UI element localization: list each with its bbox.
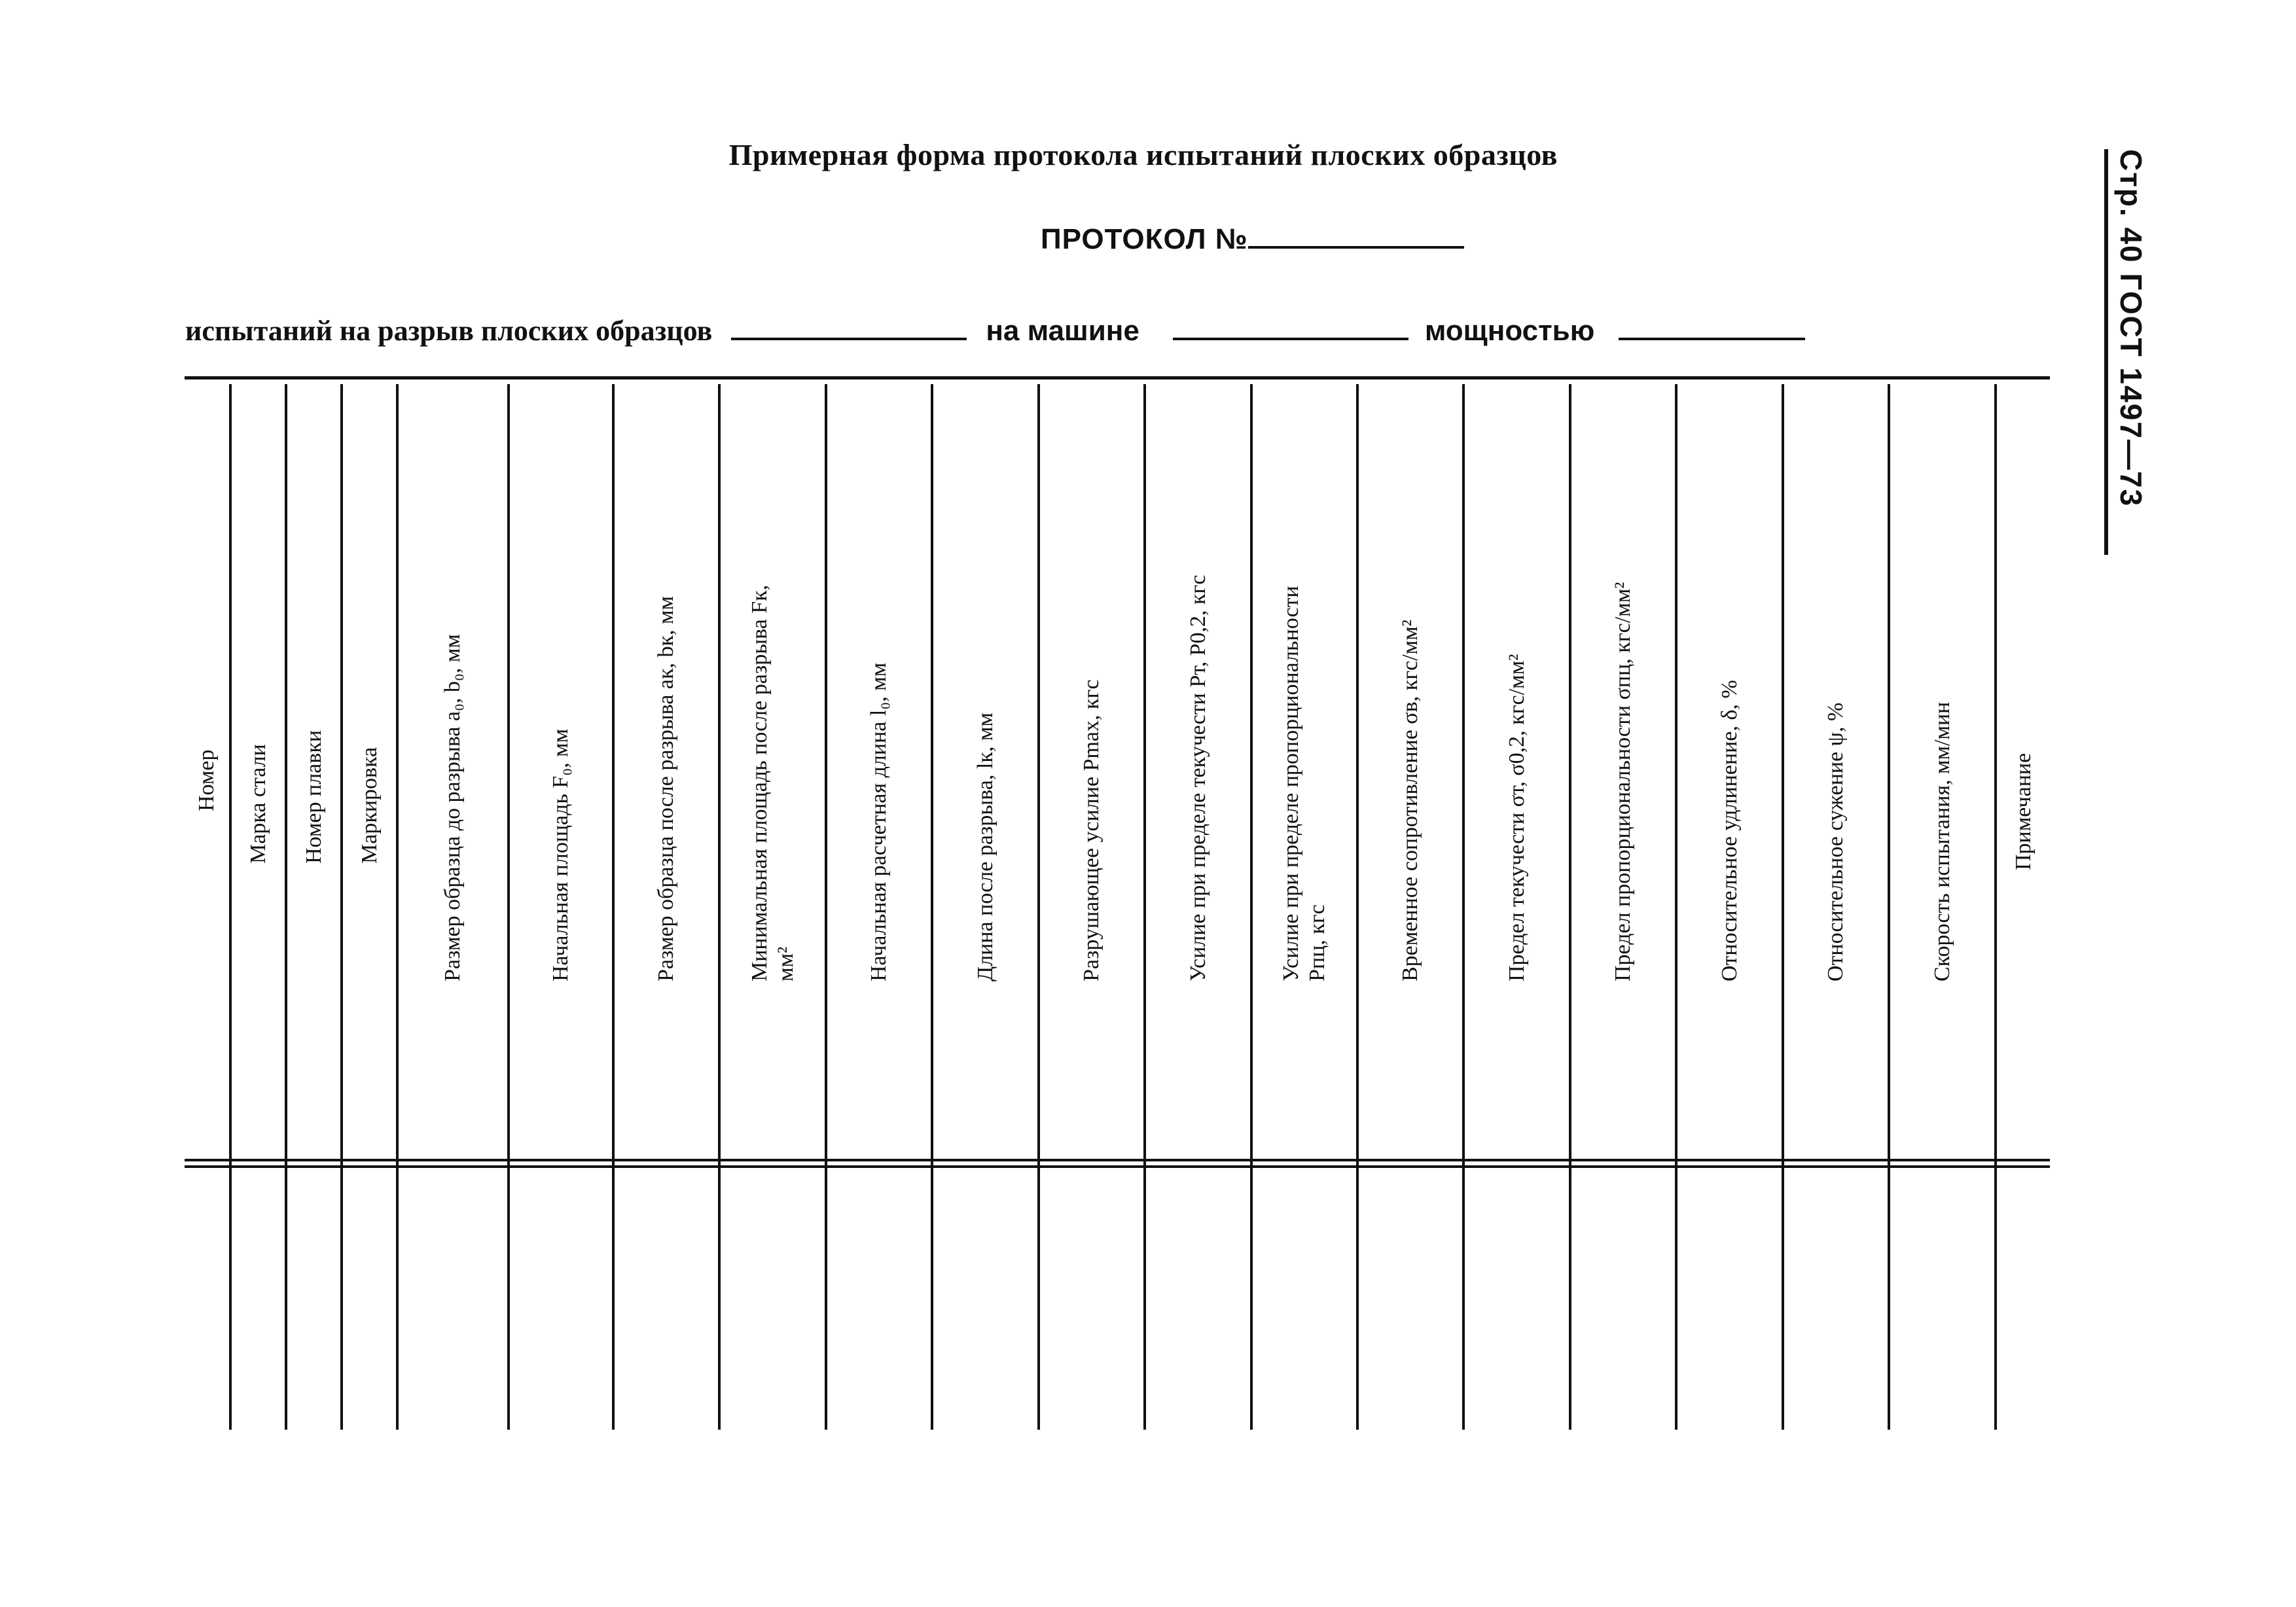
column-header-min-area: Минимальная площадь после разрыва Fк, мм² — [747, 584, 798, 981]
header-rule-lower — [185, 1165, 2050, 1168]
page-number-gost: Стр. 40 ГОСТ 1497—73 — [2114, 149, 2148, 508]
machine-field[interactable] — [1173, 318, 1408, 340]
machine-label: на машине — [986, 315, 1139, 347]
column-header-reduction-of-area: Относительное сужение ψ, % — [1823, 702, 1848, 981]
page-side-header — [2104, 149, 2161, 555]
column-header-proportional-limit: Предел пропорциональности σпц, кгс/мм² — [1611, 582, 1635, 981]
document-title: Примерная форма протокола испытаний плоских образцов — [728, 138, 1558, 171]
column-header-size-after: Размер образца после разрыва aк, bк, мм — [654, 595, 678, 981]
column-header-tensile-strength: Временное сопротивление σв, кгс/мм² — [1398, 620, 1422, 981]
power-label: мощностью — [1424, 315, 1595, 347]
table-body-entry-area[interactable] — [185, 1169, 2050, 1428]
protocol-label: ПРОТОКОЛ № — [1041, 223, 1248, 255]
tests-prefix: испытаний на разрыв плоских образцов — [185, 315, 713, 347]
column-header-elongation: Относительное удлинение, δ, % — [1717, 680, 1742, 981]
power-field[interactable] — [1619, 318, 1805, 340]
specimen-type-field[interactable] — [731, 318, 967, 340]
column-header-yield-strength: Предел текучести σт, σ0,2, кгс/мм² — [1504, 654, 1529, 981]
column-header-initial-area: Начальная площадь F₀, мм — [548, 728, 573, 981]
column-header-proportional-load: Усилие при пределе пропорциональности Pпц, кгс — [1279, 586, 1329, 981]
column-header-length-after: Длина после разрыва, lк, мм — [973, 713, 997, 981]
column-header-steel-grade: Марка стали — [245, 744, 270, 864]
column-header-gauge-length: Начальная расчетная длина l₀, мм — [867, 662, 891, 981]
protocol-table — [185, 376, 2050, 1436]
header-rule-upper — [185, 1159, 2050, 1161]
column-header-number: Номер — [194, 749, 219, 811]
column-header-marking: Маркировка — [357, 747, 382, 864]
table-top-rule — [185, 376, 2050, 380]
column-header-breaking-load: Разрушающее усилие Pmax, кгс — [1079, 679, 1103, 981]
protocol-number-line — [1041, 222, 1464, 256]
column-header-size-before: Размер образца до разрыва a₀, b₀, мм — [440, 634, 465, 981]
column-header-test-speed: Скорость испытания, мм/мин — [1929, 701, 1954, 981]
protocol-number-field[interactable] — [1248, 222, 1464, 249]
test-description-line — [185, 314, 1805, 347]
column-header-yield-load: Усилие при пределе текучести Pт, P0,2, кгс — [1185, 574, 1210, 981]
column-header-heat-number: Номер плавки — [301, 730, 326, 864]
column-header-note: Примечание — [2011, 752, 2036, 870]
